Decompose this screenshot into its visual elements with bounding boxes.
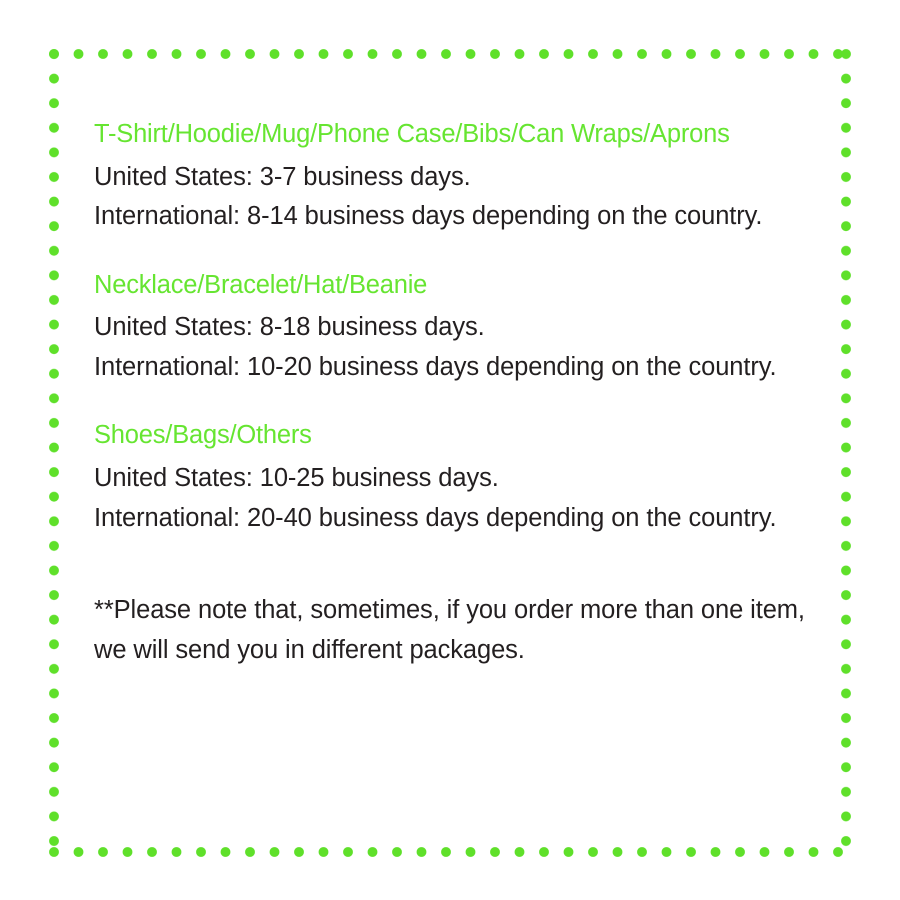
section-heading: Shoes/Bags/Others <box>94 421 312 450</box>
border-dots-left <box>48 48 60 858</box>
domestic-shipping-time: United States: 10-25 business days. <box>94 464 499 493</box>
international-shipping-time: International: 8-14 business days depending on the country. <box>94 202 763 231</box>
shipping-note: **Please note that, sometimes, if you order more than one item, we will send you in different packages. <box>94 596 805 665</box>
international-shipping-time: International: 20-40 business days depending on the country. <box>94 503 777 532</box>
border-dots-right <box>840 48 852 858</box>
domestic-shipping-time: United States: 3-7 business days. <box>94 162 471 191</box>
shipping-section-shoes-bags <box>94 419 814 538</box>
section-heading: Necklace/Bracelet/Hat/Beanie <box>94 270 428 299</box>
domestic-shipping-time: United States: 8-18 business days. <box>94 313 485 342</box>
border-dots-bottom <box>48 846 852 858</box>
international-shipping-time: International: 10-20 business days depending on the country. <box>94 352 777 381</box>
border-dots-top <box>48 48 852 60</box>
section-heading: T-Shirt/Hoodie/Mug/Phone Case/Bibs/Can Wraps/Aprons <box>94 120 730 148</box>
shipping-section-accessories <box>94 269 814 388</box>
content-area <box>94 118 814 671</box>
shipping-section-apparel <box>94 118 814 237</box>
